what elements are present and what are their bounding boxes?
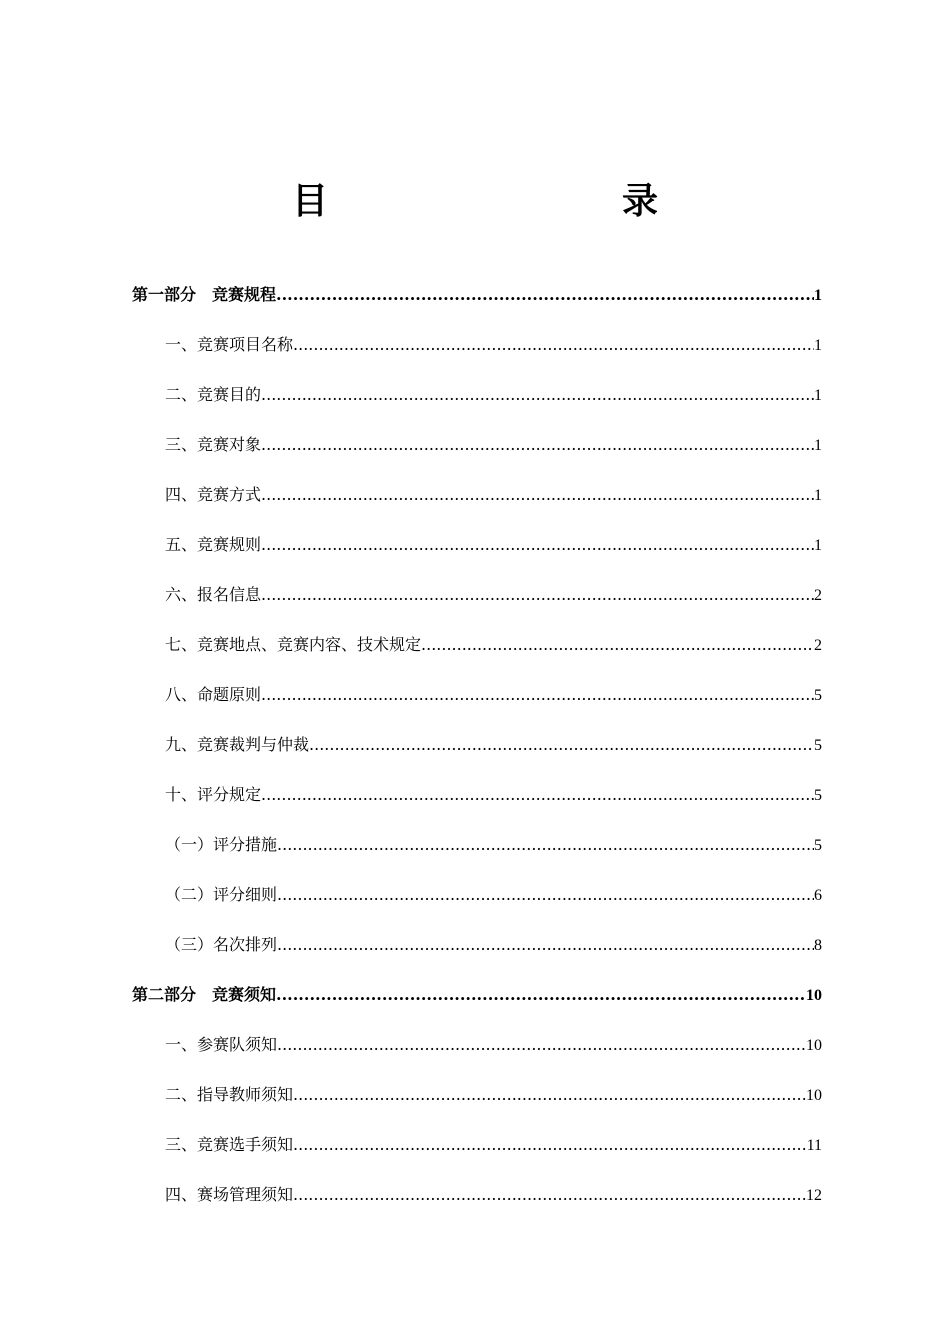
toc-page-number: 10 [806, 1087, 822, 1104]
toc-entry-label: 二、竞赛目的 [165, 385, 262, 404]
toc-dot-leader [277, 1020, 806, 1070]
toc-entry-label: （二）评分细则 [165, 885, 278, 904]
toc-page-number: 1 [814, 337, 822, 354]
toc-section-entry[interactable] [132, 1070, 822, 1120]
toc-dot-leader [293, 1170, 806, 1220]
toc-entry-label: 三、竞赛选手须知 [165, 1135, 294, 1154]
toc-page-number: 1 [814, 287, 822, 304]
toc-entry-label: 一、竞赛项目名称 [165, 335, 294, 354]
toc-dot-leader [277, 870, 814, 920]
toc-page-number: 6 [814, 887, 822, 904]
toc-dot-leader [261, 670, 814, 720]
toc-dot-leader [261, 420, 814, 470]
toc-section-entry[interactable] [132, 1120, 822, 1170]
toc-section-entry[interactable] [132, 620, 822, 670]
toc-subsection-entry[interactable] [132, 870, 822, 920]
toc-page-number: 1 [814, 487, 822, 504]
toc-section-entry[interactable] [132, 1170, 822, 1220]
toc-dot-leader [261, 470, 814, 520]
toc-entry-label: 四、竞赛方式 [165, 485, 262, 504]
toc-entry-label: 六、报名信息 [165, 585, 262, 604]
toc-dot-leader [276, 270, 814, 320]
toc-section-entry[interactable] [132, 470, 822, 520]
toc-subsection-entry[interactable] [132, 920, 822, 970]
page-title: 目 录 [291, 181, 732, 223]
toc-entry-label: 十、评分规定 [165, 785, 262, 804]
toc-dot-leader [261, 520, 814, 570]
table-of-contents [132, 270, 822, 1220]
toc-entry-label: 五、竞赛规则 [165, 535, 262, 554]
toc-section-entry[interactable] [132, 520, 822, 570]
toc-section-entry[interactable] [132, 670, 822, 720]
toc-section-entry[interactable] [132, 420, 822, 470]
toc-page-number: 5 [814, 737, 822, 754]
toc-part-entry[interactable] [132, 970, 822, 1020]
toc-dot-leader [293, 1120, 807, 1170]
toc-section-entry[interactable] [132, 770, 822, 820]
toc-entry-label: 九、竞赛裁判与仲裁 [165, 735, 310, 754]
toc-dot-leader [421, 620, 814, 670]
toc-entry-label: （三）名次排列 [165, 935, 278, 954]
toc-page-number: 2 [814, 587, 822, 604]
toc-page-number: 12 [806, 1187, 822, 1204]
toc-dot-leader [277, 820, 814, 870]
toc-entry-label: 七、竞赛地点、竞赛内容、技术规定 [165, 635, 422, 654]
toc-section-entry[interactable] [132, 370, 822, 420]
toc-page-number: 1 [814, 537, 822, 554]
toc-section-entry[interactable] [132, 1020, 822, 1070]
toc-entry-label: 三、竞赛对象 [165, 435, 262, 454]
toc-section-entry[interactable] [132, 570, 822, 620]
toc-dot-leader [261, 570, 814, 620]
toc-part-entry[interactable] [132, 270, 822, 320]
toc-entry-label: 四、赛场管理须知 [165, 1185, 294, 1204]
toc-dot-leader [276, 970, 806, 1020]
toc-subsection-entry[interactable] [132, 820, 822, 870]
toc-entry-label: （一）评分措施 [165, 835, 278, 854]
toc-entry-label: 一、参赛队须知 [165, 1035, 278, 1054]
toc-section-entry[interactable] [132, 320, 822, 370]
toc-page-number: 5 [814, 787, 822, 804]
toc-dot-leader [277, 920, 814, 970]
toc-entry-label: 八、命题原则 [165, 685, 262, 704]
toc-dot-leader [261, 770, 814, 820]
toc-page-number: 2 [814, 637, 822, 654]
toc-page-number: 5 [814, 837, 822, 854]
toc-page-number: 1 [814, 387, 822, 404]
toc-section-entry[interactable] [132, 720, 822, 770]
toc-page-number: 8 [814, 937, 822, 954]
toc-page-number: 11 [806, 1137, 822, 1154]
toc-entry-label: 第二部分 竞赛须知 [132, 985, 277, 1004]
toc-page-number: 5 [814, 687, 822, 704]
toc-dot-leader [293, 1070, 806, 1120]
toc-page-number: 10 [806, 987, 822, 1004]
toc-entry-label: 二、指导教师须知 [165, 1085, 294, 1104]
toc-dot-leader [293, 320, 814, 370]
toc-page-number: 10 [806, 1037, 822, 1054]
toc-dot-leader [309, 720, 814, 770]
toc-page-number: 1 [814, 437, 822, 454]
toc-dot-leader [261, 370, 814, 420]
toc-entry-label: 第一部分 竞赛规程 [132, 285, 277, 304]
